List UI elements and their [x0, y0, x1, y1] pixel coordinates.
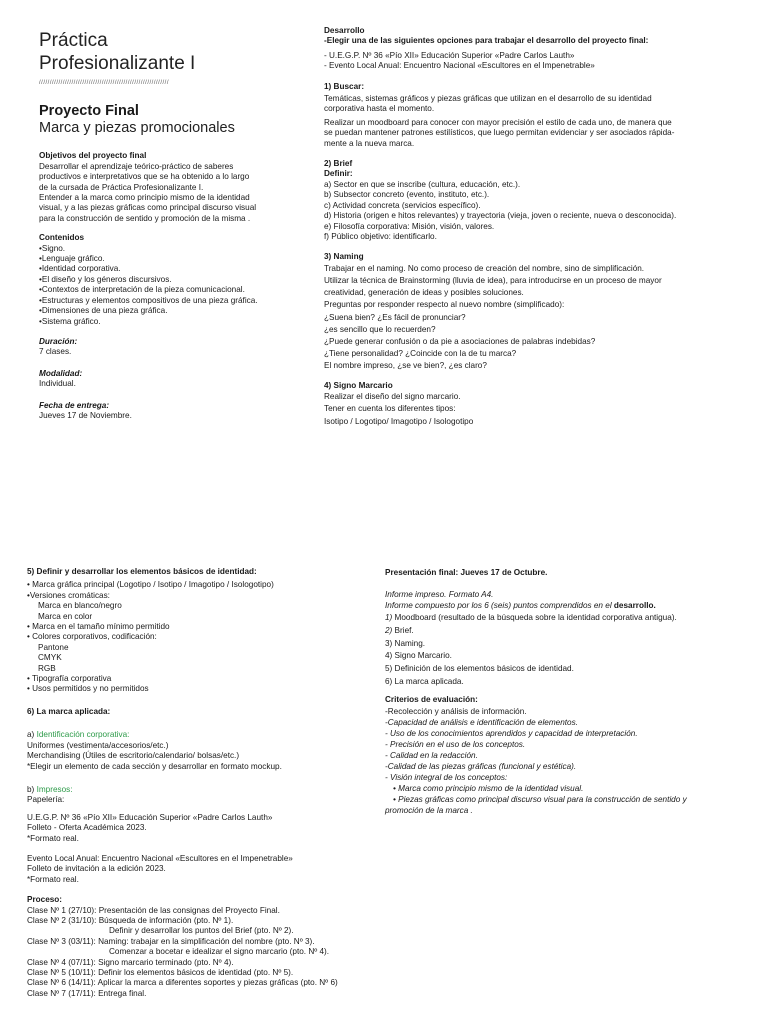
- search-text: corporativa hasta el momento.: [324, 104, 435, 114]
- course-title-line2: Profesionalizante I: [39, 53, 196, 74]
- naming-line: ¿es sencillo que lo recuerden?: [324, 324, 436, 334]
- identity-item: • Marca en el tamaño mínimo permitido: [27, 622, 170, 632]
- contents-item: •El diseño y los géneros discursivos.: [39, 274, 172, 284]
- applied-b-title: [27, 785, 377, 795]
- brief-heading: 2) Brief: [324, 159, 353, 169]
- applied-b-label: Impresos:: [36, 784, 73, 794]
- contents-list: [39, 244, 309, 327]
- development-option: - U.E.G.P. Nº 36 «Pío XII» Educación Superior «Padre Carlos Lauth»: [324, 50, 575, 60]
- sign-heading: 4) Signo Marcario: [324, 380, 393, 390]
- left-column-top: [39, 29, 309, 421]
- final-item-text: 3) Naming.: [385, 638, 426, 648]
- search-text: Temáticas, sistemas gráficos y piezas gráficas que utilizan en el desarrollo de su identidad: [324, 94, 652, 104]
- brief-item: a) Sector en que se inscribe (cultura, educación, etc.).: [324, 179, 521, 189]
- evaluation-line: - Calidad en la redacción.: [385, 750, 478, 760]
- contents-heading: Contenidos: [39, 233, 85, 243]
- identity-item: Marca en color: [38, 611, 93, 621]
- applied-b-line: *Formato real.: [27, 833, 79, 843]
- naming-line: El nombre impreso, ¿se ve bien?, ¿es claro?: [324, 361, 487, 371]
- naming-line: Utilizar la técnica de Brainstorming (lluvia de idea), para introducirse en un proceso de mayor: [324, 275, 662, 285]
- duration-label: Duración:: [39, 336, 78, 346]
- sign-line: Realizar el diseño del signo marcario.: [324, 391, 461, 401]
- development-instruction: -Elegir una de las siguientes opciones para trabajar el desarrollo del proyecto final:: [324, 36, 649, 46]
- project-title: Proyecto Final: [39, 103, 139, 120]
- evaluation-line: -Recolección y análisis de información.: [385, 706, 527, 716]
- applied-b-line: U.E.G.P. Nº 36 «Pío XII» Educación Superior «Padre Carlos Lauth»: [27, 812, 273, 822]
- evaluation-heading: Criterios de evaluación:: [385, 695, 478, 705]
- applied-a-line: Uniformes (vestimenta/accesorios/etc.): [27, 740, 169, 750]
- search-text: Realizar un moodboard para conocer con mayor precisión el estilo de cada uno, de manera que: [324, 117, 672, 127]
- identity-item: • Usos permitidos y no permitidos: [27, 684, 149, 694]
- brief-item: d) Historia (origen e hitos relevantes) y trayectoria (vieja, joven o reciente, nueva o desconocida).: [324, 211, 677, 221]
- final-item: [385, 625, 760, 638]
- applied-b-group2: [27, 854, 377, 885]
- identity-item: Pantone: [38, 642, 69, 652]
- contents-item: •Contextos de interpretación de la pieza comunicacional.: [39, 285, 245, 295]
- identity-item: CMYK: [38, 653, 62, 663]
- final-item: [385, 663, 760, 676]
- evaluation-line: • Marca como principio mismo de la identidad visual.: [393, 783, 584, 793]
- final-item-text: 4) Signo Marcario.: [385, 651, 452, 661]
- final-item: [385, 612, 760, 625]
- composition-bold: desarrollo.: [613, 600, 656, 610]
- process-line: Clase Nº 4 (07/11): Signo marcario terminado (pto. Nº 4).: [27, 957, 234, 967]
- applied-a-prefix: a): [27, 730, 37, 740]
- development-option: - Evento Local Anual: Encuentro Nacional «Escultores en el Impenetrable»: [324, 61, 595, 71]
- brief-item: e) Filosofía corporativa: Misión, visión, valores.: [324, 221, 495, 231]
- evaluation-line: promoción de la marca .: [385, 805, 473, 815]
- identity-item: Marca en blanco/negro: [38, 601, 122, 611]
- process-line: Clase Nº 3 (03/11): Naming: trabajar en la simplificación del nombre (pto. Nº 3).: [27, 936, 315, 946]
- evaluation-line: - Uso de los conocimientos aprendidos y capacidad de interpretación.: [385, 728, 638, 738]
- evaluation-line: - Visión integral de los conceptos:: [385, 772, 508, 782]
- naming-line: ¿Tiene personalidad? ¿Coincide con la de tu marca?: [324, 349, 517, 359]
- evaluation-line: -Calidad de las piezas gráficas (funcional y estética).: [385, 761, 577, 771]
- identity-item: • Tipografía corporativa: [27, 674, 112, 684]
- search-text: mente a la nueva marca.: [324, 138, 415, 148]
- right-column-bottom: [385, 568, 760, 816]
- contents-item: •Identidad corporativa.: [39, 264, 121, 274]
- sign-text: [324, 391, 744, 428]
- objectives-line: visual, y a las piezas gráficas como principal discurso visual: [39, 203, 257, 213]
- applied-b-line: Evento Local Anual: Encuentro Nacional «Escultores en el Impenetrable»: [27, 853, 293, 863]
- applied-b-line: Folleto de invitación a la edición 2023.: [27, 864, 166, 874]
- development-heading: Desarrollo: [324, 26, 365, 35]
- brief-item: b) Subsector concreto (evento, instituto, etc.).: [324, 190, 490, 200]
- final-item: [385, 638, 760, 651]
- process-heading: Proceso:: [27, 895, 63, 905]
- contents-item: •Signo.: [39, 243, 66, 253]
- delivery-value: Jueves 17 de Noviembre.: [39, 410, 132, 420]
- process-line: Clase Nº 2 (31/10): Búsqueda de información (pto. Nº 1).: [27, 915, 234, 925]
- brief-list: [324, 180, 744, 242]
- process-line: Comenzar a bocetar e idealizar el signo marcario (pto. Nº 4).: [109, 947, 330, 957]
- objectives-text: [39, 162, 309, 224]
- search-text: se puedan mantener patrones estilísticos, que luego permitan evidenciar y ser asociados rápida-: [324, 128, 675, 138]
- modality-value: Individual.: [39, 379, 76, 389]
- process-line: Clase Nº 7 (17/11): Entrega final.: [27, 988, 147, 998]
- modality-label: Modalidad:: [39, 368, 83, 378]
- brief-define: Definir:: [324, 169, 353, 179]
- final-item-text: 5) Definición de los elementos básicos de identidad.: [385, 664, 574, 674]
- process-line: Clase Nº 6 (14/11): Aplicar la marca a diferentes soportes y piezas gráficas (pto. Nº 6): [27, 978, 338, 988]
- naming-line: Trabajar en el naming. No como proceso de creación del nombre, sino de simplificación.: [324, 263, 645, 273]
- objectives-line: para la construcción de sentido y promoción de la misma .: [39, 213, 251, 223]
- objectives-line: productivos e interpretativos que se ha obtenido a lo largo: [39, 172, 250, 182]
- identity-heading: 5) Definir y desarrollar los elementos básicos de identidad:: [27, 567, 257, 576]
- search-heading: 1) Buscar:: [324, 81, 365, 91]
- final-item-number: 2): [385, 625, 393, 635]
- decorative-slashes: ////////////////////////////////////////////////////////////: [39, 80, 170, 86]
- brief-item: f) Público objetivo: identificarlo.: [324, 231, 437, 241]
- process-line: Definir y desarrollar los puntos del Brief (pto. Nº 2).: [109, 926, 294, 936]
- final-item-number: 1): [385, 613, 393, 623]
- identity-item: •Versiones cromáticas:: [27, 590, 110, 600]
- brief-item: c) Actividad concreta (servicios específico).: [324, 200, 481, 210]
- naming-line: ¿Puede generar confusión o da pie a asociaciones de palabras indebidas?: [324, 336, 596, 346]
- final-item-text: Brief.: [392, 625, 414, 635]
- objectives-line: Desarrollar el aprendizaje teórico-práctico de saberes: [39, 161, 234, 171]
- contents-item: •Lenguaje gráfico.: [39, 254, 105, 264]
- identity-item: RGB: [38, 663, 56, 673]
- naming-line: creatividad, generación de ideas y posibles soluciones.: [324, 288, 524, 298]
- objectives-heading: Objetivos del proyecto final: [39, 151, 147, 161]
- final-item: [385, 676, 760, 689]
- sign-line: Isotipo / Logotipo/ Imagotipo / Isologotipo: [324, 416, 474, 426]
- naming-line: Preguntas por responder respecto al nuevo nombre (simplificado):: [324, 300, 565, 310]
- applied-a-line: Merchandising (Útiles de escritorio/calendario/ bolsas/etc.): [27, 751, 240, 761]
- applied-a-label: Identificación corporativa:: [36, 730, 130, 740]
- applied-b-papeleria: Papelería:: [27, 795, 65, 805]
- process-line: Clase Nº 1 (27/10): Presentación de las consignas del Proyecto Final.: [27, 905, 280, 915]
- applied-a-list: [27, 741, 377, 772]
- contents-item: •Dimensiones de una pieza gráfica.: [39, 306, 168, 316]
- evaluation-line: • Piezas gráficas como principal discurso visual para la construcción de sentido y: [393, 794, 687, 804]
- applied-b-group1: [27, 813, 377, 844]
- final-items-list: [385, 612, 760, 688]
- duration-value: 7 clases.: [39, 347, 72, 357]
- applied-b-line: *Formato real.: [27, 874, 79, 884]
- final-presentation-heading: Presentación final: Jueves 17 de Octubre.: [385, 568, 548, 577]
- contents-item: •Sistema gráfico.: [39, 316, 101, 326]
- sign-line: Tener en cuenta los diferentes tipos:: [324, 404, 456, 414]
- applied-heading: 6) La marca aplicada:: [27, 706, 111, 716]
- process-list: [27, 906, 377, 1000]
- objectives-line: de la cursada de Práctica Profesionalizante I.: [39, 182, 204, 192]
- naming-heading: 3) Naming: [324, 252, 364, 262]
- composition-text: Informe compuesto por los 6 (seis) puntos comprendidos en el: [385, 600, 614, 610]
- left-column-bottom: [27, 567, 377, 999]
- final-item-text: 6) La marca aplicada.: [385, 676, 464, 686]
- right-column-top: [324, 26, 744, 428]
- evaluation-list: [385, 706, 760, 816]
- applied-a-line: *Elegir un elemento de cada sección y desarrollar en formato mockup.: [27, 761, 282, 771]
- project-subtitle: Marca y piezas promocionales: [39, 120, 235, 137]
- applied-b-line: Folleto - Oferta Académica 2023.: [27, 823, 147, 833]
- final-item-text: Moodboard (resultado de la búsqueda sobre la identidad corporativa antigua).: [392, 613, 677, 623]
- final-presentation-format: Informe impreso. Formato A4.: [385, 590, 494, 600]
- applied-a-title: [27, 730, 377, 740]
- objectives-line: Entender a la marca como principio mismo de la identidad: [39, 193, 250, 203]
- delivery-label: Fecha de entrega:: [39, 400, 110, 410]
- contents-item: •Estructuras y elementos compositivos de una pieza gráfica.: [39, 295, 258, 305]
- course-title-line1: Práctica: [39, 30, 108, 51]
- identity-list: [27, 580, 377, 694]
- final-presentation-composition: [385, 601, 760, 611]
- identity-item: • Marca gráfica principal (Logotipo / Isotipo / Imagotipo / Isologotipo): [27, 580, 274, 590]
- naming-line: ¿Suena bien? ¿Es fácil de pronunciar?: [324, 312, 466, 322]
- naming-text: [324, 263, 744, 373]
- applied-b-prefix: b): [27, 784, 37, 794]
- final-item: [385, 650, 760, 663]
- identity-item: • Colores corporativos, codificación:: [27, 632, 157, 642]
- evaluation-line: -Capacidad de análisis e identificación de elementos.: [385, 717, 578, 727]
- process-line: Clase Nº 5 (10/11): Definir los elementos básicos de identidad (pto. Nº 5).: [27, 968, 294, 977]
- evaluation-line: - Precisión en el uso de los conceptos.: [385, 739, 526, 749]
